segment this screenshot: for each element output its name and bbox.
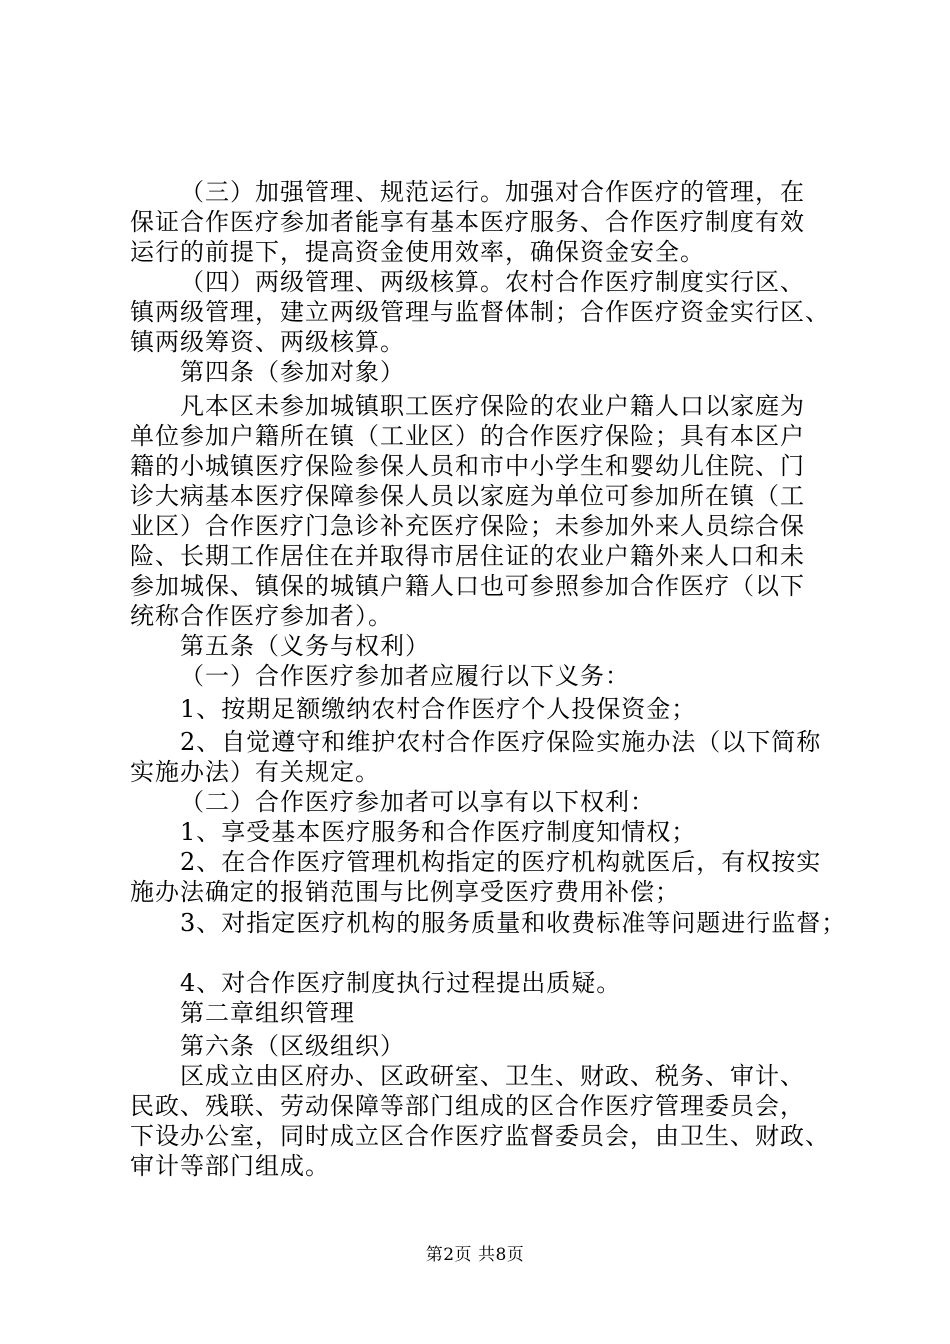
para-3-line-3: 运行的前提下，提高资金使用效率，确保资金安全。	[130, 238, 705, 266]
article-4-line-1: 凡本区未参加城镇职工医疗保险的农业户籍人口以家庭为	[180, 392, 805, 420]
right-4: 4、对合作医疗制度执行过程提出质疑。	[180, 969, 622, 997]
right-1: 1、享受基本医疗服务和合作医疗制度知情权；	[180, 818, 697, 846]
right-2-line-1: 2、在合作医疗管理机构指定的医疗机构就医后，有权按实	[180, 848, 822, 876]
right-3: 3、对指定医疗机构的服务质量和收费标准等问题进行监督；	[180, 909, 847, 937]
article-5-heading: 第五条（义务与权利）	[180, 632, 430, 660]
rights-heading: （二）合作医疗参加者可以享有以下权利：	[180, 788, 655, 816]
article-4-line-6: 险、长期工作居住在并取得市居住证的农业户籍外来人口和未	[130, 542, 805, 570]
para-3-line-1: （三）加强管理、规范运行。加强对合作医疗的管理，在	[180, 178, 805, 206]
duty-2-line-2: 实施办法）有关规定。	[130, 758, 380, 786]
article-4-heading: 第四条（参加对象）	[180, 358, 405, 386]
article-4-line-3: 籍的小城镇医疗保险参保人员和市中小学生和婴幼儿住院、门	[130, 452, 805, 480]
duty-1: 1、按期足额缴纳农村合作医疗个人投保资金；	[180, 695, 697, 723]
article-6-line-1: 区成立由区府办、区政研室、卫生、财政、税务、审计、	[180, 1062, 805, 1090]
article-4-line-8: 统称合作医疗参加者）。	[130, 602, 393, 630]
para-4-line-1: （四）两级管理、两级核算。农村合作医疗制度实行区、	[180, 268, 805, 296]
article-4-line-4: 诊大病基本医疗保障参保人员以家庭为单位可参加所在镇（工	[130, 482, 805, 510]
para-4-line-3: 镇两级筹资、两级核算。	[130, 328, 405, 356]
article-4-line-2: 单位参加户籍所在镇（工业区）的合作医疗保险；具有本区户	[130, 422, 805, 450]
right-2-line-2: 施办法确定的报销范围与比例享受医疗费用补偿；	[130, 878, 680, 906]
article-6-line-4: 审计等部门组成。	[130, 1152, 330, 1180]
para-4-line-2: 镇两级管理，建立两级管理与监督体制；合作医疗资金实行区、	[130, 298, 830, 326]
page-footer: 第2页 共8页	[425, 1245, 525, 1265]
duties-heading: （一）合作医疗参加者应履行以下义务：	[180, 662, 630, 690]
chapter-2-heading: 第二章组织管理	[180, 999, 355, 1027]
duty-2-line-1: 2、自觉遵守和维护农村合作医疗保险实施办法（以下简称	[180, 728, 822, 756]
para-3-line-2: 保证合作医疗参加者能享有基本医疗服务、合作医疗制度有效	[130, 208, 805, 236]
article-6-heading: 第六条（区级组织）	[180, 1032, 405, 1060]
article-6-line-2: 民政、残联、劳动保障等部门组成的区合作医疗管理委员会，	[130, 1092, 805, 1120]
article-4-line-7: 参加城保、镇保的城镇户籍人口也可参照参加合作医疗（以下	[130, 572, 805, 600]
article-4-line-5: 业区）合作医疗门急诊补充医疗保险；未参加外来人员综合保	[130, 512, 805, 540]
article-6-line-3: 下设办公室，同时成立区合作医疗监督委员会，由卫生、财政、	[130, 1122, 830, 1150]
